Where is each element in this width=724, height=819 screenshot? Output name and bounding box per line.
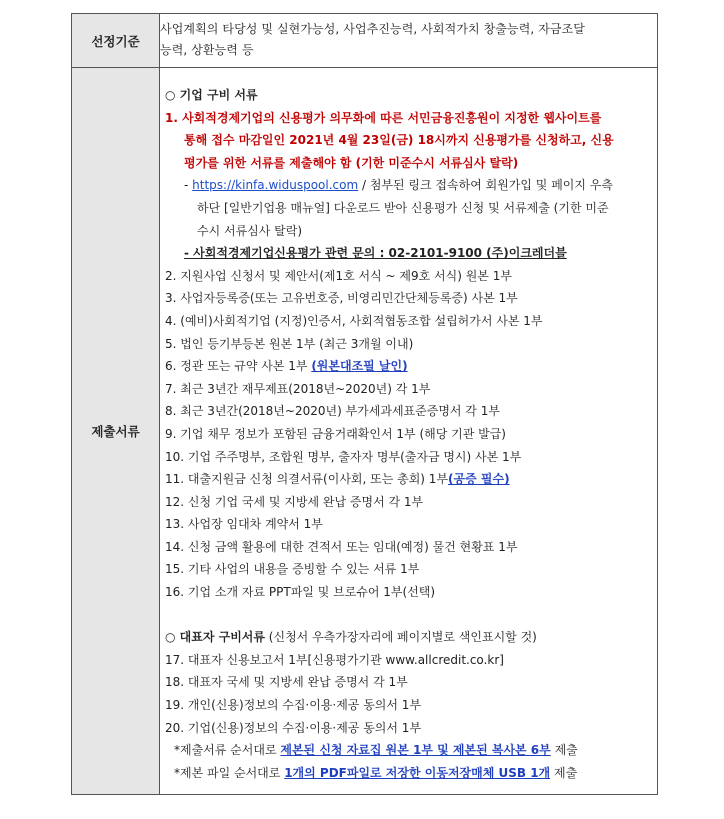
list-item: 11. 대출지원금 신청 의결서류(이사회, 또는 총회) 1부(공증 필수) (165, 472, 510, 487)
criteria-line: 사업계획의 타당성 및 실현가능성, 사업추진능력, 사회적가치 창출능력, 자금조달 (160, 22, 585, 36)
list-item: 7. 최근 3년간 재무제표(2018년~2020년) 각 1부 (165, 381, 431, 396)
submission-documents-label: 제출서류 (72, 68, 160, 795)
list-item: 8. 최근 3년간(2018년~2020년) 부가세과세표준증명서 각 1부 (165, 404, 500, 419)
list-item: 10. 기업 주주명부, 조합원 명부, 출자자 명부(출자금 명시) 사본 1부 (165, 449, 522, 464)
representative-documents-heading: ○ 대표자 구비서류 (신청서 우측가장자리에 페이지별로 색인표시할 것) (165, 630, 537, 645)
list-item: 18. 대표자 국세 및 지방세 완납 증명서 각 1부 (165, 675, 408, 690)
credit-rating-notice: 1. 사회적경제기업의 신용평가 의무화에 따른 서민금융진흥원이 지정한 웹사이트를 통해 접수 마감일인 2021년 4월 23일(금) 18시까지 신용평가를 신청하고, 신용 평가를 위한 서류를 제출해야 함 (기한 미준수시 서류심사 탈락) (165, 110, 614, 170)
list-item: 16. 기업 소개 자료 PPT파일 및 브로슈어 1부(선택) (165, 585, 436, 600)
credit-rating-link-instructions: - https://kinfa.widuspool.com / 첨부된 링크 접속하여 회원가입 및 페이지 우측 하단 [일반기업용 매뉴얼] 다운로드 받아 신용평가 신청 및 서류제출 (기한 미준 수시 서류심사 탈락) - 사회적경제기업신용평가 관련 문의 : 02-2101-9100 (주)이크레더블 (165, 174, 657, 264)
credit-rating-inquiry: - 사회적경제기업신용평가 관련 문의 : 02-2101-9100 (주)이크레더블 (184, 246, 567, 261)
list-item: 14. 신청 금액 활용에 대한 견적서 또는 임대(예정) 물건 현황표 1부 (165, 539, 518, 554)
list-item: 20. 기업(신용)정보의 수집·이용·제공 동의서 1부 (165, 720, 422, 735)
original-stamp-highlight: (원본대조필 날인) (311, 359, 408, 374)
selection-criteria-content (160, 14, 658, 68)
list-item: 3. 사업자등록증(또는 고유번호증, 비영리민간단체등록증) 사본 1부 (165, 291, 518, 306)
list-item: 17. 대표자 신용보고서 1부[신용평가기관 www.allcredit.co.kr] (165, 652, 504, 667)
criteria-line: 능력, 상환능력 등 (160, 43, 254, 57)
list-item: 6. 정관 또는 규약 사본 1부 (원본대조필 날인) (165, 359, 408, 374)
usb-file-note: *제본 파일 순서대로 1개의 PDF파일로 저장한 이동저장매체 USB 1개 제출 (174, 765, 578, 780)
list-item: 13. 사업장 임대차 계약서 1부 (165, 517, 323, 532)
list-item: 4. (예비)사회적기업 (지정)인증서, 사회적협동조합 설립허가서 사본 1부 (165, 313, 543, 328)
bound-copies-note: *제출서류 순서대로 제본된 신청 자료집 원본 1부 및 제본된 복사본 6부 제출 (174, 743, 578, 758)
list-item: 12. 신청 기업 국세 및 지방세 완납 증명서 각 1부 (165, 494, 424, 509)
selection-criteria-label: 선정기준 (72, 14, 160, 68)
list-item: 15. 기타 사업의 내용을 증빙할 수 있는 서류 1부 (165, 562, 420, 577)
submission-documents-content (160, 68, 658, 795)
selection-criteria-row (72, 14, 658, 68)
credit-rating-site-link[interactable]: https://kinfa.widuspool.com (192, 178, 359, 193)
list-item: 5. 법인 등기부등본 원본 1부 (최근 3개월 이내) (165, 336, 414, 351)
list-item: 9. 기업 채무 정보가 포함된 금융거래확인서 1부 (해당 기관 발급) (165, 426, 506, 441)
corporate-documents-heading: ○ 기업 구비 서류 (165, 88, 258, 102)
list-item: 2. 지원사업 신청서 및 제안서(제1호 서식 ~ 제9호 서식) 원본 1부 (165, 268, 512, 283)
submission-documents-row (72, 68, 658, 795)
notarization-highlight: (공증 필수) (448, 472, 510, 487)
list-item: 19. 개인(신용)정보의 수집·이용·제공 동의서 1부 (165, 698, 422, 713)
application-requirements-table (71, 13, 658, 795)
